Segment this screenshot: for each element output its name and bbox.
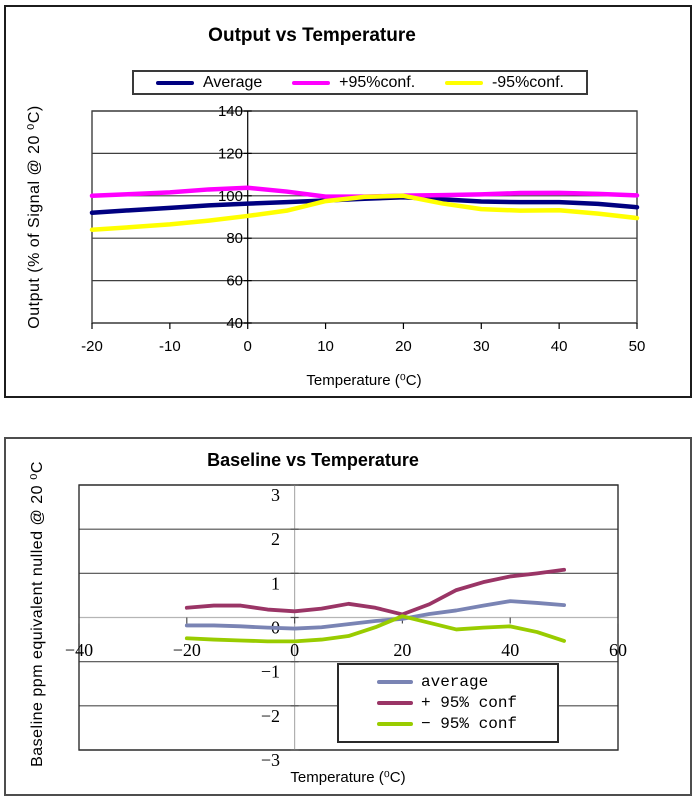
baseline-y-axis-title: Baseline ppm equivalent nulled @ 20 ⁰C — [29, 461, 46, 767]
svg-text:80: 80 — [226, 230, 243, 248]
svg-text:140: 140 — [217, 103, 243, 120]
svg-text:−20: −20 — [172, 640, 201, 660]
output-y-axis-title: Output (% of Signal @ 20 ⁰C) — [26, 105, 43, 329]
average-line-icon — [377, 680, 413, 684]
svg-text:60: 60 — [226, 272, 243, 290]
svg-text:20: 20 — [393, 640, 412, 660]
svg-text:−1: −1 — [260, 661, 280, 682]
svg-text:0: 0 — [243, 338, 252, 355]
svg-text:−3: −3 — [260, 750, 280, 770]
legend-label-plus95: +95%conf. — [339, 73, 416, 91]
minus95-line-icon — [445, 81, 483, 85]
legend-label-minus95: -95%conf. — [491, 73, 564, 91]
legend-item-plus95 — [377, 694, 557, 712]
average-line-icon — [156, 81, 194, 85]
svg-text:50: 50 — [628, 338, 646, 355]
svg-text:20: 20 — [395, 338, 412, 355]
legend-item-minus95 — [377, 715, 557, 733]
legend-item-average — [377, 673, 557, 691]
svg-text:60: 60 — [609, 640, 627, 660]
legend-label-average: Average — [203, 73, 263, 91]
legend-item-plus95 — [292, 74, 415, 92]
svg-text:0: 0 — [290, 640, 300, 660]
svg-text:−2: −2 — [260, 705, 280, 726]
plus95-line-icon — [377, 701, 413, 705]
legend-item-average — [156, 74, 262, 92]
legend-label-average: average — [421, 672, 489, 691]
svg-text:-10: -10 — [159, 338, 181, 355]
svg-text:1: 1 — [271, 573, 280, 594]
baseline-chart-title: Baseline vs Temperature — [207, 450, 419, 470]
svg-text:3: 3 — [271, 485, 280, 505]
svg-text:40: 40 — [501, 640, 520, 660]
svg-text:0: 0 — [271, 617, 280, 638]
legend-label-minus95: − 95% conf — [421, 715, 518, 734]
svg-text:−40: −40 — [64, 640, 94, 660]
baseline-chart-legend — [337, 663, 559, 743]
output-x-axis-title: Temperature (⁰C) — [306, 372, 422, 389]
legend-item-minus95 — [445, 74, 564, 92]
svg-text:30: 30 — [472, 338, 490, 355]
svg-text:40: 40 — [226, 315, 243, 332]
svg-text:2: 2 — [271, 529, 280, 550]
svg-text:100: 100 — [217, 187, 243, 205]
legend-label-plus95: + 95% conf — [421, 693, 518, 712]
output-chart-legend — [132, 70, 588, 95]
svg-text:10: 10 — [317, 338, 334, 355]
svg-text:-20: -20 — [81, 338, 103, 355]
plus95-line-icon — [292, 81, 330, 85]
svg-text:40: 40 — [550, 338, 568, 355]
baseline-x-axis-title: Temperature (⁰C) — [290, 769, 406, 786]
output-chart-title: Output vs Temperature — [208, 25, 416, 46]
minus95-line-icon — [377, 722, 413, 726]
output-chart-panel — [4, 5, 692, 398]
svg-text:120: 120 — [217, 145, 243, 163]
